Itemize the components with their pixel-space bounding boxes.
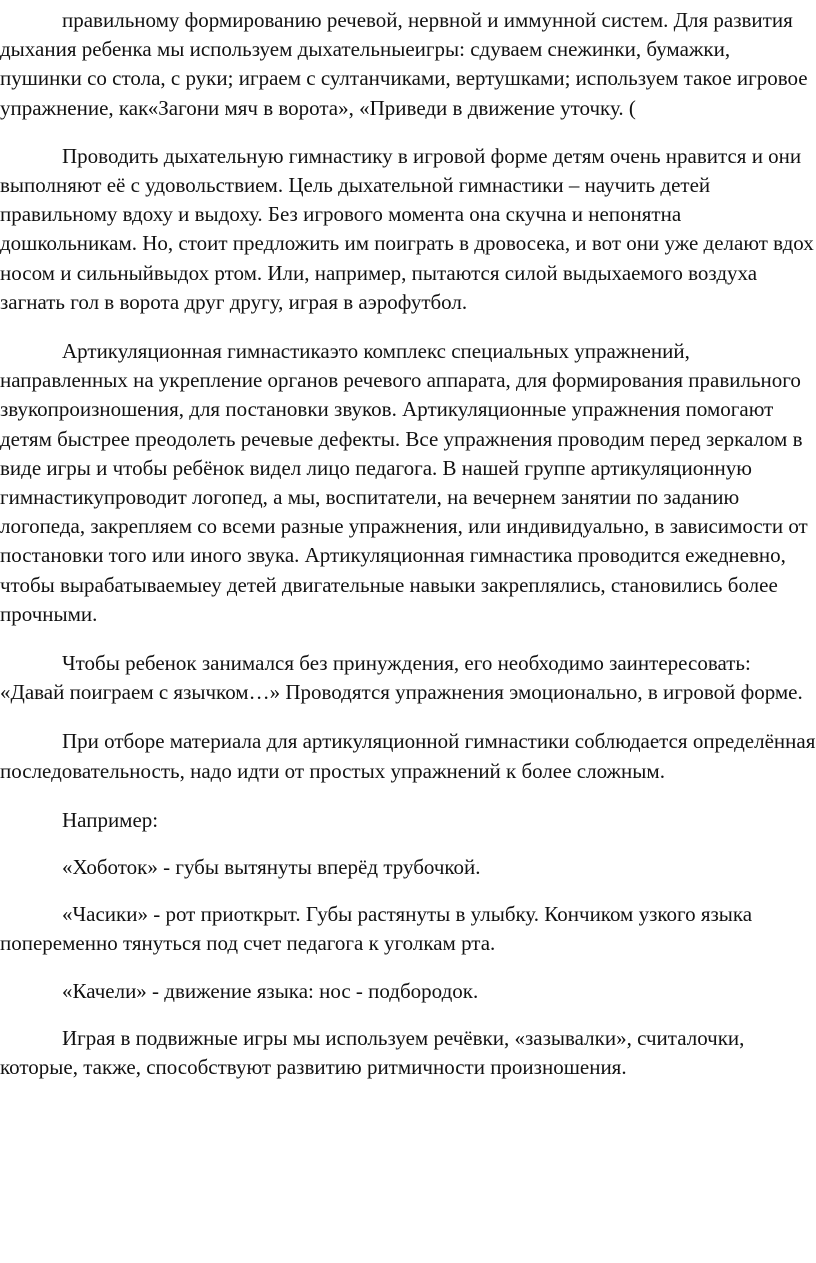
paragraph-exercise-chasiki: «Часики» - рот приоткрыт. Губы растянуты в улыбку. Кончиком узкого языка попеременно тянуться под счет педагога к уголкам рта.: [0, 902, 753, 956]
paragraph-example-heading: Например:: [62, 807, 159, 832]
paragraph-breathing-gymnastics: Проводить дыхательную гимнастику в игровой форме детям очень нравится и они выполняют её с удовольствием. Цель дыхательной гимнастики – научить детей правильному вдоху и выдоху. Без игрового момента она скучна и непонятна дошкольникам. Но, стоит предложить им поиграть в дровосека, и вот они уже делают вдох носом и сильныйвыдох ртом. Или, например, пытаются силой выдыхаемого воздуха загнать гол в ворота друг другу, играя в аэрофутбол.: [0, 143, 814, 314]
paragraph-breathing-games: правильному формированию речевой, нервной и иммунной систем. Для развития дыхания ребенка мы используем дыхательныеигры: сдуваем снежинки, бумажки, пушинки со стола, с руки; играем с султанчиками, вертушками; используем такое игровое упражнение, как«Загони мяч в ворота», «Приведи в движение уточку. (: [0, 8, 808, 120]
paragraph-outdoor-games: Играя в подвижные игры мы используем речёвки, «зазывалки», считалочки, которые, также, способствуют развитию ритмичности произношения.: [0, 1025, 745, 1080]
paragraph-exercise-khobotok: «Хоботок» - губы вытянуты вперёд трубочкой.: [62, 855, 481, 880]
paragraph-material-selection: При отборе материала для артикуляционной гимнастики соблюдается определённая последовательность, надо идти от простых упражнений к более сложным.: [0, 729, 816, 783]
paragraph-motivation: Чтобы ребенок занимался без принуждения, его необходимо заинтересовать: «Давай поиграем с язычком…» Проводятся упражнения эмоционально, в игровой форме.: [0, 651, 803, 705]
paragraph-articulation-gymnastics: Артикуляционная гимнастикаэто комплекс специальных упражнений, направленных на укрепление органов речевого аппарата, для формирования правильного звукопроизношения, для постановки звуков. Артикуляционные упражнения помогают детям быстрее преодолеть речевые дефекты. Все упражнения проводим перед зеркалом в виде игры и чтобы ребёнок видел лицо педагога. В нашей группе артикуляционную гимнастикупроводит логопед, а мы, воспитатели, на вечернем занятии по заданию логопеда, закрепляем со всеми разные упражнения, или индивидуально, в зависимости от постановки того или иного звука. Артикуляционная гимнастика проводится ежедневно, чтобы вырабатываемыеу детей двигательные навыки закреплялись, становились более прочными.: [0, 339, 808, 626]
paragraph-exercise-kacheli: «Качели» - движение языка: нос - подбородок.: [62, 978, 479, 1003]
